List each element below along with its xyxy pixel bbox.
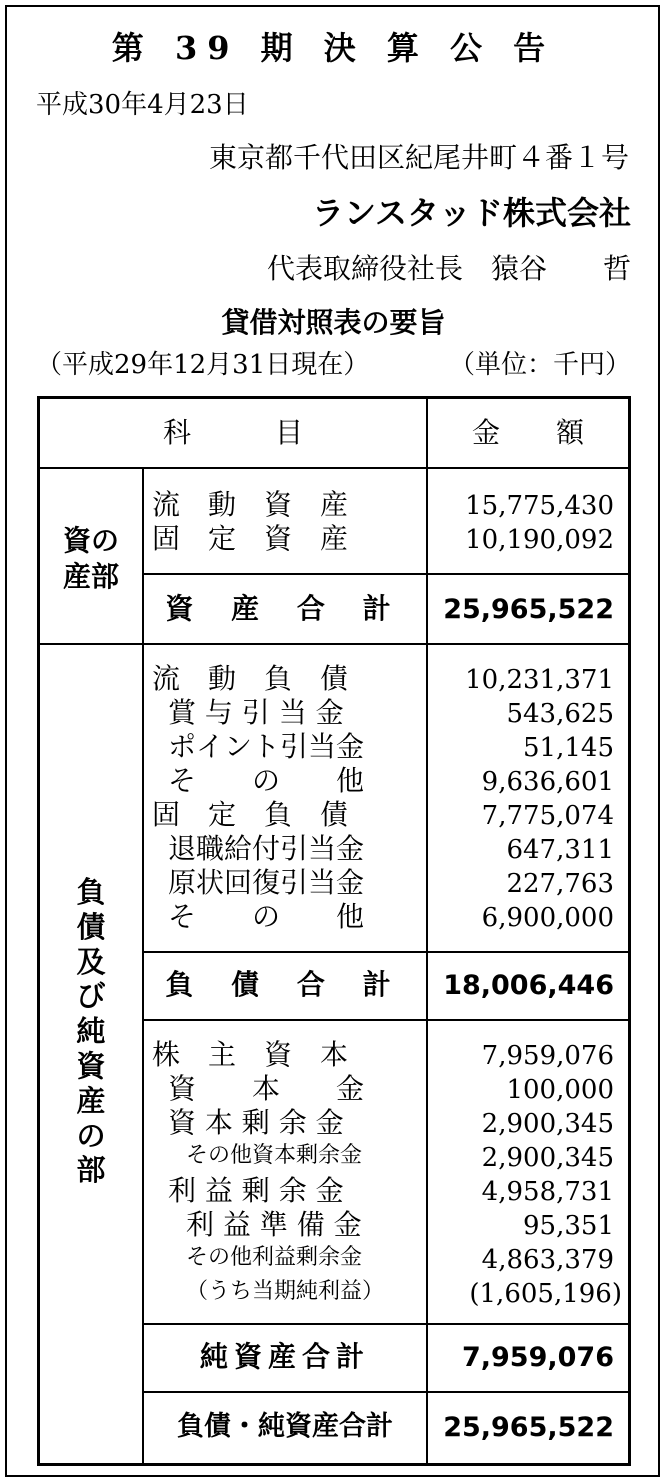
equity-label: （うち当期純利益） [186, 1279, 385, 1304]
assets-total-divider [142, 573, 628, 575]
grand-total-label: 負債・純資産合計 [177, 1411, 393, 1442]
liabilities-total-top [142, 951, 628, 953]
liability-label: 原状回復引当金 [168, 866, 365, 899]
liabilities-total-bottom [142, 1019, 628, 1021]
equity-label: その他資本剰余金 [186, 1143, 363, 1168]
column-header-item: 科 目 [162, 416, 303, 449]
liability-label: 賞 与 引 当 金 [168, 696, 344, 729]
liability-label: そ の 他 [168, 900, 365, 933]
equity-label: 資 本 剰 余 金 [168, 1106, 344, 1139]
company-address: 東京都千代田区紀尾井町４番１号 [208, 141, 629, 174]
liability-label: 退職給付引当金 [168, 832, 365, 865]
liability-value: 9,636,601 [481, 767, 614, 797]
asset-label: 固 定 資 産 [152, 522, 349, 555]
balance-sheet-table [37, 396, 631, 1466]
equity-value: 2,900,345 [481, 1109, 614, 1139]
equity-label: 株 主 資 本 [152, 1038, 349, 1071]
liability-value: 6,900,000 [481, 903, 614, 933]
equity-label: 利 益 剰 余 金 [168, 1174, 344, 1207]
balance-sheet-title: 貸借対照表の要旨 [221, 306, 446, 339]
equity-value: 4,863,379 [481, 1245, 614, 1275]
equity-total-top [142, 1323, 628, 1325]
equity-value: 4,958,731 [481, 1177, 614, 1207]
notice-date: 平成30年4月23日 [36, 90, 249, 120]
liabilities-section-divider [142, 643, 144, 1463]
as-of-date: （平成29年12月31日現在） [36, 350, 370, 380]
equity-value: 2,900,345 [481, 1143, 614, 1173]
grand-total-value: 25,965,522 [443, 1412, 614, 1443]
equity-label: 資 本 金 [168, 1072, 365, 1105]
assets-total-label: 資 産 合 計 [165, 592, 405, 625]
liability-label: 固 定 負 債 [152, 798, 349, 831]
equity-total-value: 7,959,076 [461, 1342, 614, 1373]
asset-label: 流 動 資 産 [152, 488, 349, 521]
liability-value: 647,311 [506, 835, 614, 865]
liabilities-total-label: 負 債 合 計 [165, 968, 405, 1001]
column-header-amount: 金 額 [471, 416, 584, 449]
asset-value: 10,190,092 [465, 525, 614, 555]
header-divider [40, 467, 628, 469]
assets-total-value: 25,965,522 [443, 594, 614, 625]
equity-value: 95,351 [523, 1211, 614, 1241]
assets-bottom-divider [40, 643, 628, 645]
equity-value: (1,605,196) [469, 1279, 622, 1309]
representative: 代表取締役社長 猿谷 哲 [266, 252, 631, 285]
equity-label: 利 益 準 備 金 [186, 1208, 362, 1241]
company-name: ランスタッド株式会社 [311, 194, 631, 232]
liability-value: 10,231,371 [465, 665, 614, 695]
asset-value: 15,775,430 [465, 491, 614, 521]
liability-value: 51,145 [523, 733, 614, 763]
assets-section-label: 資の 産部 [62, 524, 119, 594]
unit-note: （単位：千円） [448, 350, 631, 380]
equity-label: その他利益剰余金 [186, 1245, 363, 1270]
liability-label: 流 動 負 債 [152, 662, 349, 695]
equity-value: 7,959,076 [481, 1041, 614, 1071]
liability-value: 7,775,074 [481, 801, 614, 831]
liabilities-equity-section-label: 負 債 及 び 純 資 産 の 部 [76, 875, 106, 1188]
equity-total-bottom [142, 1391, 628, 1393]
liability-label: そ の 他 [168, 764, 365, 797]
liability-label: ポイント引当金 [168, 730, 365, 763]
notice-title: 第 39 期 決 算 公 告 [111, 29, 556, 67]
equity-total-label: 純資産合計 [199, 1340, 370, 1373]
equity-value: 100,000 [506, 1075, 614, 1105]
liabilities-total-value: 18,006,446 [443, 970, 614, 1001]
liability-value: 543,625 [506, 699, 614, 729]
liability-value: 227,763 [506, 869, 614, 899]
